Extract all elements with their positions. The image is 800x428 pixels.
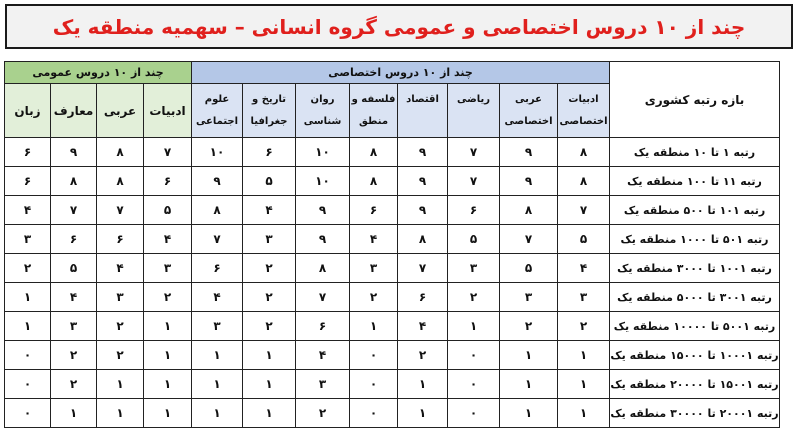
table-cell: ۷ xyxy=(398,254,448,283)
table-cell: ۳ xyxy=(144,254,192,283)
table-cell: ۱ xyxy=(398,399,448,428)
table-cell: ۶ xyxy=(243,138,296,167)
rank-range-cell: رتبه ۱۰۱ تا ۵۰۰ منطقه یک xyxy=(610,196,780,225)
table-cell: ۴ xyxy=(398,312,448,341)
table-cell: ۱۰ xyxy=(296,167,350,196)
table-cell: ۱ xyxy=(144,341,192,370)
table-cell: ۷ xyxy=(500,225,558,254)
table-cell: ۲ xyxy=(51,341,97,370)
table-cell: ۶ xyxy=(51,225,97,254)
table-cell: ۶ xyxy=(350,196,398,225)
table-cell: ۱ xyxy=(500,341,558,370)
table-cell: ۰ xyxy=(448,370,500,399)
table-cell: ۲ xyxy=(51,370,97,399)
table-cell: ۶ xyxy=(5,167,51,196)
rank-range-cell: رتبه ۵۰۰۱ تا ۱۰۰۰۰ منطقه یک xyxy=(610,312,780,341)
specialized-subject-header xyxy=(296,84,350,138)
table-cell: ۱ xyxy=(398,370,448,399)
table-cell: ۰ xyxy=(5,399,51,428)
rank-range-cell: رتبه ۲۰۰۰۱ تا ۳۰۰۰۰ منطقه یک xyxy=(610,399,780,428)
specialized-subject-header xyxy=(243,84,296,138)
table-cell: ۳ xyxy=(448,254,500,283)
subject-header-line: جغرافیا xyxy=(250,115,288,127)
table-cell: ۲ xyxy=(5,254,51,283)
rank-range-cell: رتبه ۳۰۰۱ تا ۵۰۰۰ منطقه یک xyxy=(610,283,780,312)
table-cell: ۲ xyxy=(500,312,558,341)
table-cell: ۴ xyxy=(296,341,350,370)
table-cell: ۵ xyxy=(51,254,97,283)
table-cell: ۵ xyxy=(558,225,610,254)
table-cell: ۰ xyxy=(448,341,500,370)
table-cell: ۲ xyxy=(97,312,144,341)
table-cell: ۱ xyxy=(192,370,243,399)
subject-header-line: علوم xyxy=(204,93,230,105)
table-cell: ۳ xyxy=(97,283,144,312)
table-cell: ۸ xyxy=(97,138,144,167)
table-cell: ۷ xyxy=(192,225,243,254)
table-cell: ۲ xyxy=(243,312,296,341)
table-cell: ۶ xyxy=(448,196,500,225)
table-cell: ۷ xyxy=(296,283,350,312)
table-cell: ۱ xyxy=(558,370,610,399)
table-cell: ۹ xyxy=(398,167,448,196)
table-cell: ۴ xyxy=(350,225,398,254)
table-cell: ۰ xyxy=(350,341,398,370)
subject-header-line: شناسی xyxy=(303,115,342,127)
table-cell: ۱ xyxy=(500,399,558,428)
table-cell: ۸ xyxy=(398,225,448,254)
group-header-row xyxy=(5,62,780,84)
table-cell: ۸ xyxy=(51,167,97,196)
table-cell: ۳ xyxy=(243,225,296,254)
table-cell: ۱ xyxy=(144,399,192,428)
table-cell: ۷ xyxy=(51,196,97,225)
table-cell: ۰ xyxy=(350,370,398,399)
specialized-subject-header xyxy=(350,84,398,138)
rank-range-cell: رتبه ۱۱ تا ۱۰۰ منطقه یک xyxy=(610,167,780,196)
table-cell: ۴ xyxy=(192,283,243,312)
table-cell: ۳ xyxy=(192,312,243,341)
table-cell: ۱ xyxy=(243,399,296,428)
table-cell: ۱ xyxy=(192,341,243,370)
table-row xyxy=(5,196,780,225)
table-body xyxy=(5,138,780,428)
table-cell: ۲ xyxy=(448,283,500,312)
table-cell: ۲ xyxy=(398,341,448,370)
table-cell: ۲ xyxy=(144,283,192,312)
table-cell: ۲ xyxy=(350,283,398,312)
table-cell: ۹ xyxy=(398,196,448,225)
subject-header-line: عربی xyxy=(515,93,542,105)
subject-header-line: فلسفه و xyxy=(351,93,396,105)
table-cell: ۸ xyxy=(500,196,558,225)
table-cell: ۳ xyxy=(5,225,51,254)
table-cell: ۵ xyxy=(500,254,558,283)
table-cell: ۰ xyxy=(5,370,51,399)
table-cell: ۵ xyxy=(243,167,296,196)
results-table xyxy=(4,61,780,428)
subject-header-line xyxy=(398,111,447,133)
table-row xyxy=(5,225,780,254)
general-subject-header: زبان xyxy=(5,84,51,138)
specialized-subject-header xyxy=(192,84,243,138)
table-cell: ۳ xyxy=(350,254,398,283)
title-bar xyxy=(5,4,793,49)
table-cell: ۳ xyxy=(500,283,558,312)
table-row xyxy=(5,341,780,370)
table-cell: ۱ xyxy=(350,312,398,341)
table-cell: ۵ xyxy=(144,196,192,225)
table-cell: ۹ xyxy=(500,138,558,167)
table-cell: ۰ xyxy=(448,399,500,428)
table-cell: ۱ xyxy=(5,283,51,312)
table-cell: ۷ xyxy=(448,167,500,196)
table-cell: ۱ xyxy=(51,399,97,428)
subject-header-line: اقتصاد xyxy=(406,93,439,105)
table-cell: ۷ xyxy=(448,138,500,167)
subject-header-line: تاریخ و xyxy=(252,93,286,105)
table-cell: ۸ xyxy=(350,167,398,196)
table-cell: ۲ xyxy=(97,341,144,370)
subject-header-line: منطق xyxy=(358,115,389,127)
table-row xyxy=(5,283,780,312)
table-cell: ۷ xyxy=(144,138,192,167)
specialized-subject-header xyxy=(500,84,558,138)
table-cell: ۴ xyxy=(5,196,51,225)
table-cell: ۸ xyxy=(192,196,243,225)
table-cell: ۰ xyxy=(5,341,51,370)
table-cell: ۱ xyxy=(144,370,192,399)
table-cell: ۸ xyxy=(296,254,350,283)
table-cell: ۹ xyxy=(398,138,448,167)
table-cell: ۱ xyxy=(97,370,144,399)
table-cell: ۶ xyxy=(144,167,192,196)
subject-header-line xyxy=(448,111,499,133)
table-cell: ۱ xyxy=(243,370,296,399)
table-cell: ۱ xyxy=(448,312,500,341)
table-cell: ۹ xyxy=(296,225,350,254)
table-cell: ۵ xyxy=(448,225,500,254)
table-cell: ۶ xyxy=(97,225,144,254)
subject-header-line: روان xyxy=(310,93,335,105)
table-cell: ۹ xyxy=(500,167,558,196)
table-cell: ۹ xyxy=(296,196,350,225)
table-cell: ۴ xyxy=(144,225,192,254)
table-cell: ۲ xyxy=(296,399,350,428)
general-subject-header: ادبیات xyxy=(144,84,192,138)
table-cell: ۴ xyxy=(97,254,144,283)
rank-range-cell: رتبه ۱۵۰۰۱ تا ۲۰۰۰۰ منطقه یک xyxy=(610,370,780,399)
general-group-header: چند از ۱۰ دروس عمومی xyxy=(5,62,192,84)
table-cell: ۳ xyxy=(51,312,97,341)
rank-range-cell: رتبه ۵۰۱ تا ۱۰۰۰ منطقه یک xyxy=(610,225,780,254)
specialized-subject-header xyxy=(398,84,448,138)
range-header: بازه رتبه کشوری xyxy=(610,62,780,138)
rank-range-cell: رتبه ۱۰۰۰۱ تا ۱۵۰۰۰ منطقه یک xyxy=(610,341,780,370)
table-cell: ۶ xyxy=(398,283,448,312)
table-row xyxy=(5,138,780,167)
table-cell: ۱۰ xyxy=(192,138,243,167)
table-cell: ۶ xyxy=(296,312,350,341)
table-cell: ۱۰ xyxy=(296,138,350,167)
table-cell: ۰ xyxy=(350,399,398,428)
table-cell: ۶ xyxy=(192,254,243,283)
table-cell: ۲ xyxy=(243,254,296,283)
table-cell: ۱ xyxy=(243,341,296,370)
table-cell: ۸ xyxy=(558,167,610,196)
table-cell: ۴ xyxy=(558,254,610,283)
table-cell: ۱ xyxy=(97,399,144,428)
specialized-subject-header xyxy=(558,84,610,138)
table-cell: ۸ xyxy=(558,138,610,167)
table-row xyxy=(5,167,780,196)
table-cell: ۱ xyxy=(558,341,610,370)
table-cell: ۱ xyxy=(192,399,243,428)
table-cell: ۱ xyxy=(558,399,610,428)
rank-range-cell: رتبه ۱ تا ۱۰ منطقه یک xyxy=(610,138,780,167)
table-cell: ۱ xyxy=(500,370,558,399)
table-cell: ۸ xyxy=(97,167,144,196)
general-subject-header: عربی xyxy=(97,84,144,138)
table-cell: ۳ xyxy=(296,370,350,399)
specialized-group-header: چند از ۱۰ دروس اختصاصی xyxy=(192,62,610,84)
subject-header-line: ریاضی xyxy=(456,93,491,105)
specialized-subject-header xyxy=(448,84,500,138)
table-cell: ۹ xyxy=(51,138,97,167)
table-cell: ۲ xyxy=(558,312,610,341)
table-cell: ۹ xyxy=(192,167,243,196)
subject-header-line: اختصاصی xyxy=(504,115,553,127)
table-row xyxy=(5,254,780,283)
table-cell: ۴ xyxy=(51,283,97,312)
table-cell: ۱ xyxy=(144,312,192,341)
table-cell: ۴ xyxy=(243,196,296,225)
general-subject-header: معارف xyxy=(51,84,97,138)
rank-range-cell: رتبه ۱۰۰۱ تا ۳۰۰۰ منطقه یک xyxy=(610,254,780,283)
subject-header-line: اختصاصی xyxy=(559,115,608,127)
table-cell: ۲ xyxy=(243,283,296,312)
table-row xyxy=(5,399,780,428)
subject-header-line: ادبیات xyxy=(568,93,599,105)
page-title: چند از ۱۰ دروس اختصاصی و عمومی گروه انسانی – سهمیه منطقه یک xyxy=(52,14,746,39)
table-row xyxy=(5,370,780,399)
table-cell: ۷ xyxy=(558,196,610,225)
table-cell: ۸ xyxy=(350,138,398,167)
table-cell: ۱ xyxy=(5,312,51,341)
table-row xyxy=(5,312,780,341)
table-cell: ۶ xyxy=(5,138,51,167)
subject-header-line: اجتماعی xyxy=(195,115,239,127)
table-cell: ۳ xyxy=(558,283,610,312)
table-cell: ۷ xyxy=(97,196,144,225)
